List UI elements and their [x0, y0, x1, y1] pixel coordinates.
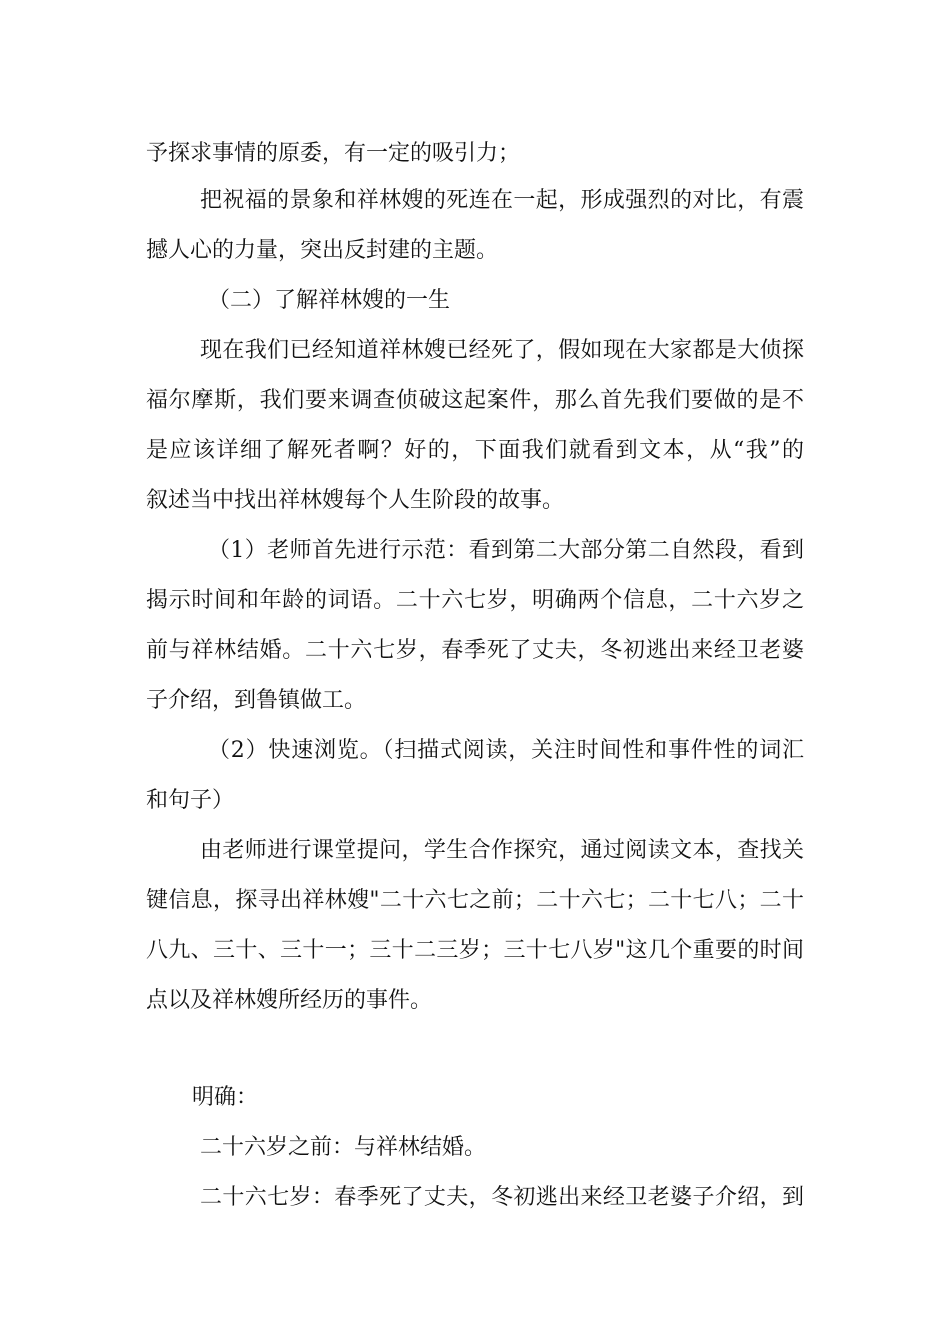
paragraph-line-17: 八九、三十、三十一；三十二三岁；三十七八岁"这几个重要的时间 — [146, 938, 804, 963]
paragraph-line-2: 把祝福的景象和祥林嫂的死连在一起，形成强烈的对比，有震 — [200, 188, 804, 213]
answer-label: 明确： — [192, 1085, 259, 1110]
paragraph-line-18: 点以及祥林嫂所经历的事件。 — [146, 988, 433, 1013]
paragraph-line-12: 子介绍，到鲁镇做工。 — [146, 688, 367, 713]
paragraph-line-1: 予探求事情的原委，有一定的吸引力； — [146, 141, 521, 166]
paragraph-line-7: 是应该详细了解死者啊？好的，下面我们就看到文本，从“我”的 — [146, 438, 804, 463]
paragraph-line-8: 叙述当中找出祥林嫂每个人生阶段的故事。 — [146, 488, 565, 513]
paragraph-line-15: 由老师进行课堂提问，学生合作探究，通过阅读文本，查找关 — [200, 838, 804, 863]
paragraph-line-5: 现在我们已经知道祥林嫂已经死了，假如现在大家都是大侦探 — [200, 338, 804, 363]
paragraph-line-16: 键信息，探寻出祥林嫂"二十六七之前；二十六七；二十七八；二十 — [146, 888, 804, 913]
paragraph-line-3: 撼人心的力量，突出反封建的主题。 — [146, 238, 499, 263]
paragraph-line-13: （2）快速浏览。（扫描式阅读，关注时间性和事件性的词汇 — [208, 738, 804, 763]
paragraph-line-14: 和句子） — [146, 788, 235, 813]
answer-line-1: 二十六岁之前：与祥林结婚。 — [200, 1135, 487, 1160]
answer-line-2: 二十六七岁：春季死了丈夫，冬初逃出来经卫老婆子介绍，到 — [200, 1185, 804, 1210]
paragraph-line-10: 揭示时间和年龄的词语。二十六七岁，明确两个信息，二十六岁之 — [146, 588, 804, 613]
paragraph-line-9: （1）老师首先进行示范：看到第二大部分第二自然段，看到 — [208, 538, 804, 563]
paragraph-line-6: 福尔摩斯，我们要来调查侦破这起案件，那么首先我们要做的是不 — [146, 388, 804, 413]
section-heading: （二）了解祥林嫂的一生 — [208, 288, 451, 313]
paragraph-line-11: 前与祥林结婚。二十六七岁，春季死了丈夫，冬初逃出来经卫老婆 — [146, 638, 804, 663]
